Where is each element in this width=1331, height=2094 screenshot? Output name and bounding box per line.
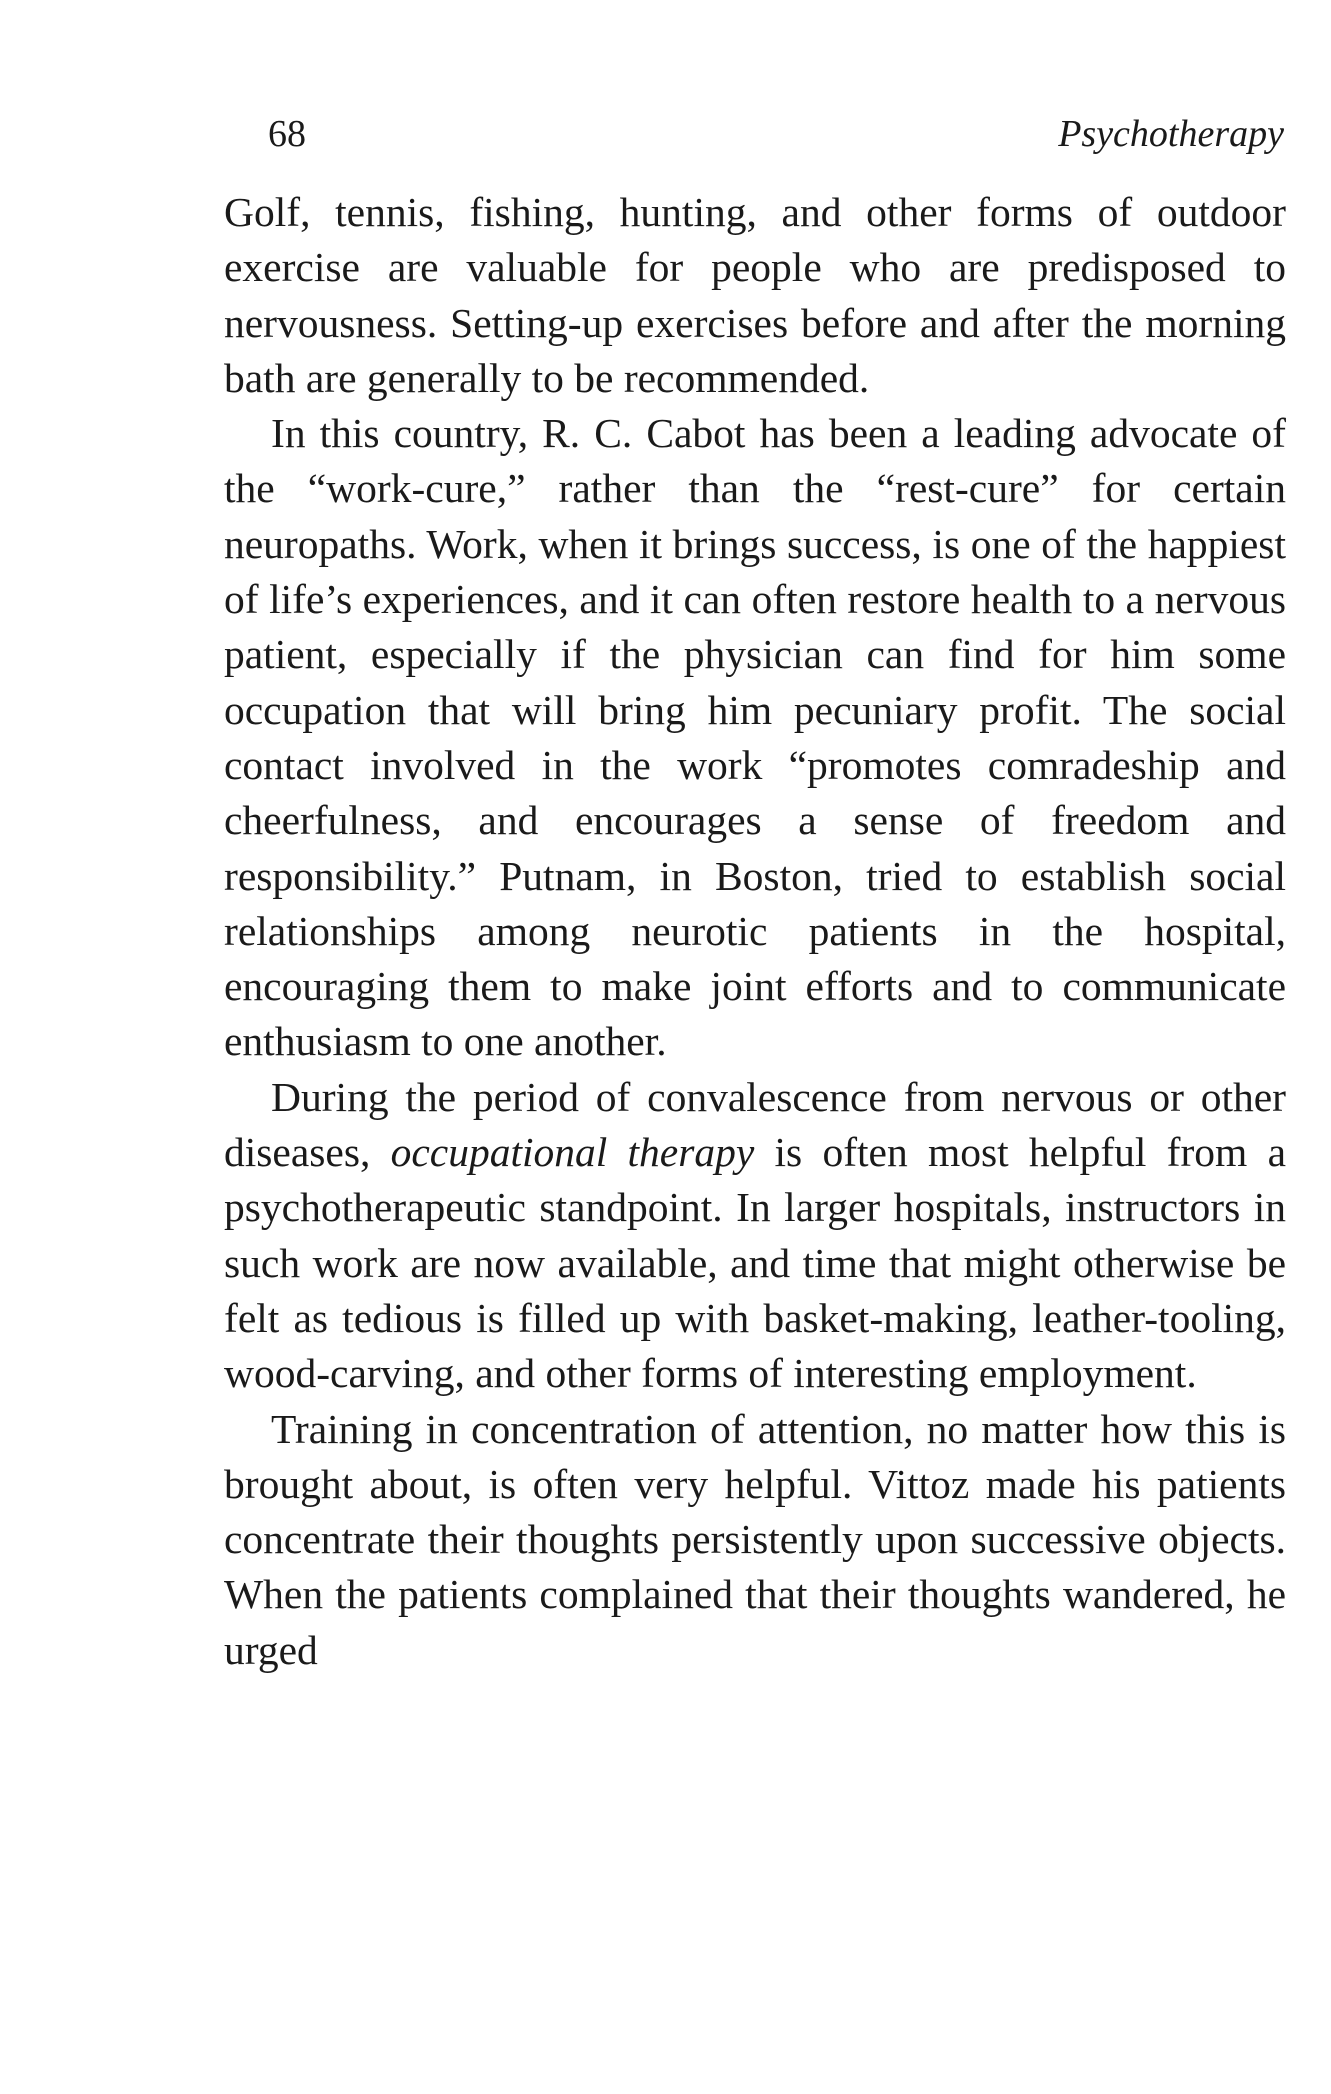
body-text bbox=[224, 185, 1286, 1678]
occupational-therapy-emphasis: occupational therapy bbox=[390, 1129, 755, 1176]
paragraph-occupational-therapy-rest: is often most helpful from a psychotherapeutic standpoint. In larger hospitals, instructors in such work are now available, and time that might otherwise be felt as tedious is filled up with basket-making, leather-tooling, wood-carving, and other forms of interesting employment. bbox=[224, 1129, 1286, 1397]
page-number: 68 bbox=[268, 113, 306, 155]
paragraph-exercise: Golf, tennis, fishing, hunting, and other forms of outdoor exercise are valuable for people who are predisposed to nervousness. Setting-up exercises before and after the morning bath are generally to be recommended. bbox=[224, 189, 1286, 401]
running-head: Psychotherapy bbox=[1058, 113, 1284, 155]
paragraph-concentration: Training in concentration of attention, no matter how this is brought about, is often very helpful. Vittoz made his patients concentrate their thoughts persistently upon successive objects. When the patients complained that their thoughts wandered, he urged bbox=[224, 1405, 1286, 1673]
paragraph-work-cure: In this country, R. C. Cabot has been a leading advocate of the “work-cure,” rather than the “rest-cure” for certain neuropaths. Work, when it brings success, is one of the happiest of life’s experiences, and it can often restore health to a nervous patient, especially if the physician can find for him some occupation that will bring him pecuniary profit. The social contact involved in the work “promotes comradeship and cheerfulness, and encourages a sense of freedom and responsibility.” Putnam, in Boston, tried to establish social relationships among neurotic patients in the hospital, encouraging them to make joint efforts and to communicate enthusiasm to one another. bbox=[224, 410, 1286, 1065]
page-header bbox=[268, 112, 1284, 172]
paragraph-occupational-therapy bbox=[224, 1070, 1286, 1402]
paragraph-occupational-therapy-lead: During the period of convalescence from nervous or other diseases, bbox=[224, 1073, 1286, 1176]
